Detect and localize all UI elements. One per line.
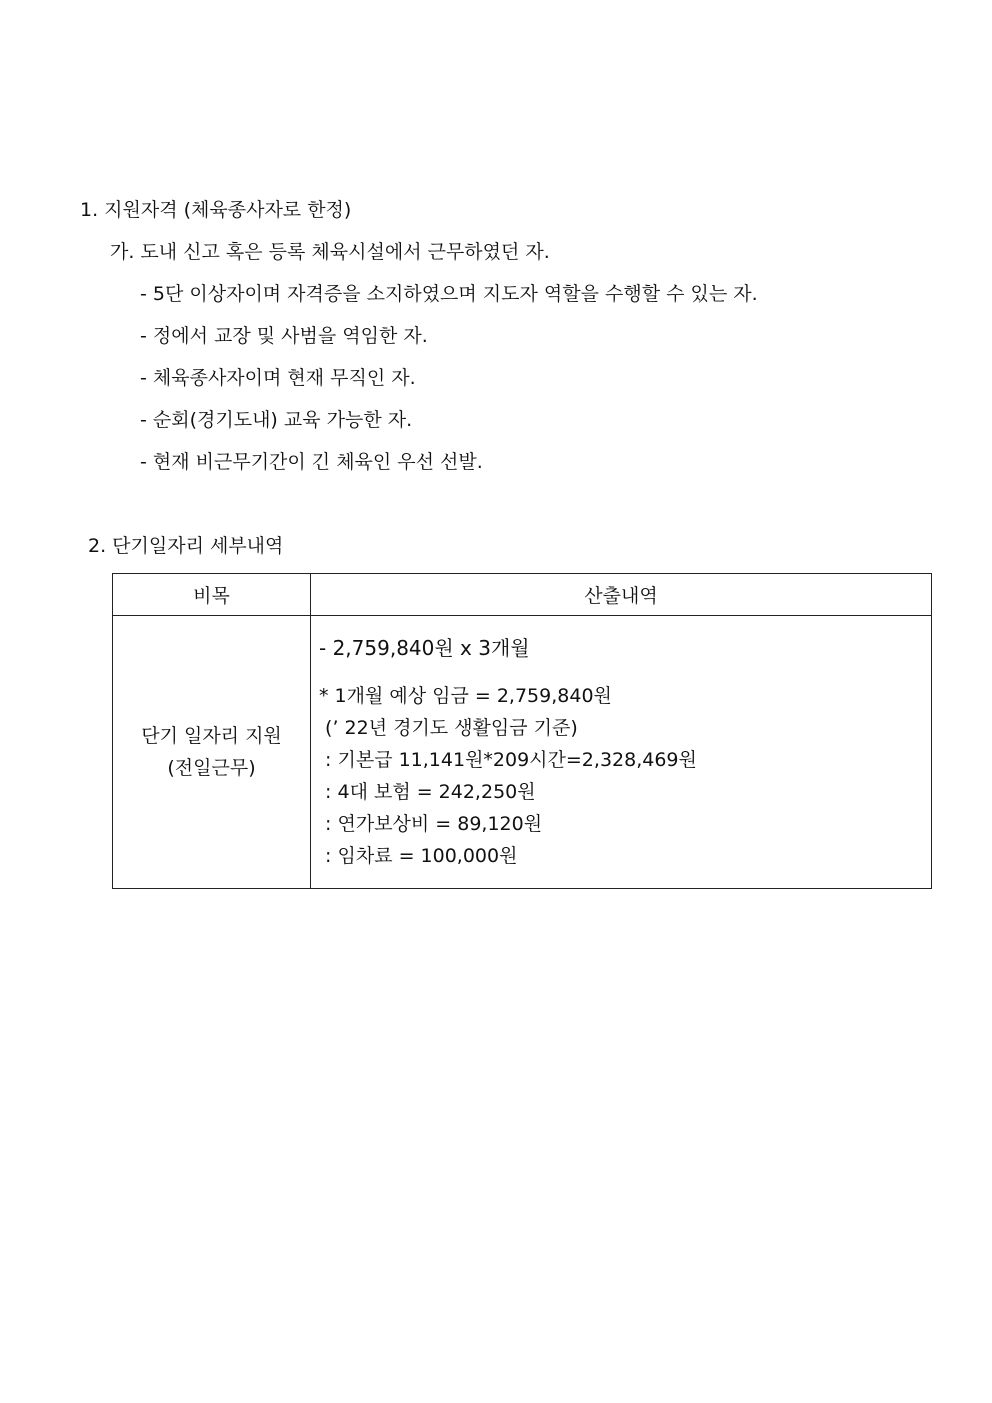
calc-line: : 임차료 = 100,000원 <box>319 845 518 867</box>
table-header-row <box>113 574 932 616</box>
category-cell <box>113 616 311 889</box>
table-row <box>113 616 932 889</box>
section1-subtitle: 가. 도내 신고 혹은 등록 체육시설에서 근무하였던 자. <box>110 241 550 263</box>
calc-line: * 1개월 예상 임금 = 2,759,840원 <box>319 685 612 707</box>
calc-line: : 기본급 11,141원*209시간=2,328,469원 <box>319 749 697 771</box>
section1-title: 1. 지원자격 (체육종사자로 한정) <box>80 199 352 221</box>
category-note: (전일근무) <box>167 757 256 779</box>
calc-line: : 연가보상비 = 89,120원 <box>319 813 543 835</box>
qualification-item: - 정에서 교장 및 사범을 역임한 자. <box>140 325 428 347</box>
category-label: 단기 일자리 지원 <box>141 725 282 747</box>
calc-total: - 2,759,840원 x 3개월 <box>319 636 530 660</box>
calc-line: : 4대 보험 = 242,250원 <box>319 781 536 803</box>
header-calculation: 산출내역 <box>311 574 932 616</box>
section2-title: 2. 단기일자리 세부내역 <box>88 535 284 557</box>
qualification-item: - 체육종사자이며 현재 무직인 자. <box>140 367 416 389</box>
detail-table <box>112 573 932 889</box>
header-category: 비목 <box>113 574 311 616</box>
qualification-item: - 5단 이상자이며 자격증을 소지하였으며 지도자 역할을 수행할 수 있는 자. <box>140 283 758 305</box>
calculation-cell <box>311 616 932 889</box>
qualification-item: - 순회(경기도내) 교육 가능한 자. <box>140 409 413 431</box>
calc-line: (’ 22년 경기도 생활임금 기준) <box>319 717 578 739</box>
qualification-item: - 현재 비근무기간이 긴 체육인 우선 선발. <box>140 451 483 473</box>
